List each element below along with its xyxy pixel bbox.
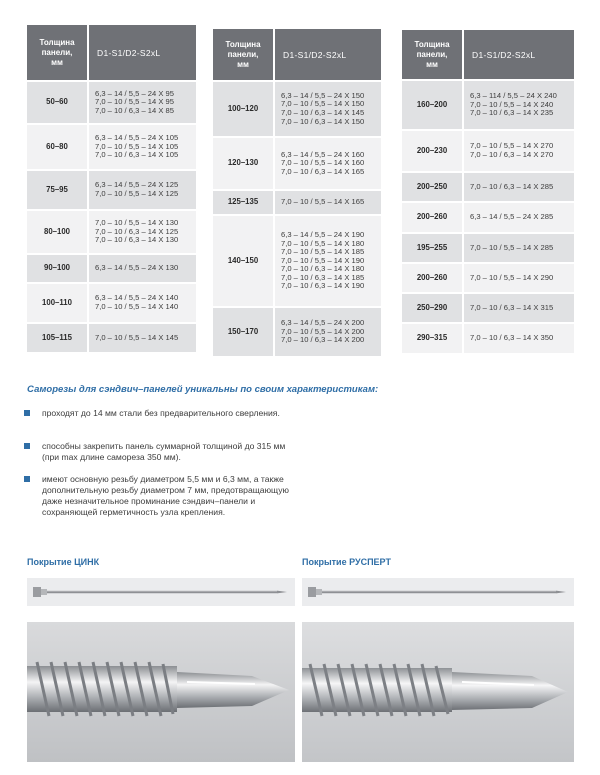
thickness-cell: 120–130 <box>213 137 274 190</box>
screw-spec-cell: 7,0 – 10 / 5,5 – 14 X 290 <box>463 263 574 293</box>
type-column-header: D1-S1/D2-S2xL <box>463 30 574 80</box>
thickness-cell: 125–135 <box>213 190 274 215</box>
thickness-cell: 50–60 <box>27 81 88 124</box>
zinc-screw-closeup-photo <box>27 622 295 762</box>
thickness-cell: 60–80 <box>27 124 88 170</box>
bullet-square-icon <box>24 410 30 416</box>
thickness-cell: 100–120 <box>213 81 274 137</box>
screw-rod-icon <box>27 578 295 606</box>
type-column-header: D1-S1/D2-S2xL <box>88 25 196 81</box>
screw-spec-cell: 7,0 – 10 / 5,5 – 14 X 270 7,0 – 10 / 6,3 – 14 X 270 <box>463 130 574 172</box>
screw-rod-icon <box>302 578 574 606</box>
screw-spec-cell: 6,3 – 14 / 5,5 – 24 X 160 7,0 – 10 / 5,5 – 14 X 160 7,0 – 10 / 6,3 – 14 X 165 <box>274 137 381 190</box>
ruspert-screw-image <box>302 578 574 606</box>
spec-table-3 <box>402 30 574 355</box>
feature-bullet: имеют основную резьбу диаметром 5,5 мм и 6,3 мм, а также дополнительную резьбу диаметром 7 мм, предотвращающую даже незначительное проминание сэндвич–панели и сохраняющей герметичность узла крепления. <box>26 474 294 518</box>
thickness-column-header: Толщина панели, мм <box>402 30 463 80</box>
screw-spec-cell: 6,3 – 14 / 5,5 – 24 X 190 7,0 – 10 / 5,5 – 14 X 180 7,0 – 10 / 5,5 – 14 X 185 7,0 – 10 / 5,5 – 14 X 190 7,0 – 10 / 6,3 – 14 X 180 7,0 – 10 / 6,3 – 14 X 185 7,0 – 10 / 6,3 – 14 X 190 <box>274 215 381 307</box>
feature-bullet: способны закрепить панель суммарной толщиной до 315 мм (при max длине самореза 350 мм). <box>26 441 294 463</box>
bullet-square-icon <box>24 476 30 482</box>
thickness-cell: 150–170 <box>213 307 274 357</box>
screw-spec-cell: 6,3 – 114 / 5,5 – 24 X 240 7,0 – 10 / 5,5 – 14 X 240 7,0 – 10 / 6,3 – 14 X 235 <box>463 80 574 130</box>
screw-spec-cell: 7,0 – 10 / 6,3 – 14 X 315 <box>463 293 574 323</box>
screw-spec-cell: 7,0 – 10 / 5,5 – 14 X 130 7,0 – 10 / 6,3 – 14 X 125 7,0 – 10 / 6,3 – 14 X 130 <box>88 210 196 254</box>
screw-tip-icon <box>302 622 574 762</box>
thickness-column-header: Толщина панели, мм <box>27 25 88 81</box>
bullet-square-icon <box>24 443 30 449</box>
screw-spec-cell: 7,0 – 10 / 6,3 – 14 X 285 <box>463 172 574 202</box>
thickness-cell: 200–260 <box>402 263 463 293</box>
ruspert-screw-closeup-photo <box>302 622 574 762</box>
screw-spec-cell: 6,3 – 14 / 5,5 – 24 X 140 7,0 – 10 / 5,5 – 14 X 140 <box>88 283 196 323</box>
screw-tip-icon <box>27 622 295 762</box>
thickness-cell: 160–200 <box>402 80 463 130</box>
screw-spec-cell: 6,3 – 14 / 5,5 – 24 X 150 7,0 – 10 / 5,5 – 14 X 150 7,0 – 10 / 6,3 – 14 X 145 7,0 – 10 / 6,3 – 14 X 150 <box>274 81 381 137</box>
thickness-cell: 105–115 <box>27 323 88 353</box>
screw-spec-cell: 7,0 – 10 / 6,3 – 14 X 350 <box>463 323 574 354</box>
thickness-cell: 290–315 <box>402 323 463 354</box>
thickness-cell: 200–250 <box>402 172 463 202</box>
screw-spec-cell: 7,0 – 10 / 5,5 – 14 X 145 <box>88 323 196 353</box>
features-heading: Саморезы для сэндвич–панелей уникальны по своим характеристикам: <box>27 384 379 395</box>
ruspert-coating-caption: Покрытие РУСПЕРТ <box>302 557 391 567</box>
zinc-screw-image <box>27 578 295 606</box>
spec-table-1 <box>27 25 196 354</box>
thickness-cell: 250–290 <box>402 293 463 323</box>
feature-bullet: проходят до 14 мм стали без предварительного сверления. <box>26 408 294 419</box>
screw-spec-cell: 6,3 – 14 / 5,5 – 24 X 200 7,0 – 10 / 5,5 – 14 X 200 7,0 – 10 / 6,3 – 14 X 200 <box>274 307 381 357</box>
type-column-header: D1-S1/D2-S2xL <box>274 29 381 81</box>
screw-spec-cell: 6,3 – 14 / 5,5 – 24 X 130 <box>88 254 196 283</box>
thickness-column-header: Толщина панели, мм <box>213 29 274 81</box>
spec-table-2 <box>213 29 381 358</box>
screw-spec-cell: 7,0 – 10 / 5,5 – 14 X 285 <box>463 233 574 263</box>
thickness-cell: 140–150 <box>213 215 274 307</box>
thickness-cell: 200–230 <box>402 130 463 172</box>
screw-spec-cell: 6,3 – 14 / 5,5 – 24 X 95 7,0 – 10 / 5,5 – 14 X 95 7,0 – 10 / 6,3 – 14 X 85 <box>88 81 196 124</box>
thickness-cell: 200–260 <box>402 202 463 233</box>
thickness-cell: 90–100 <box>27 254 88 283</box>
thickness-cell: 75–95 <box>27 170 88 210</box>
screw-spec-cell: 6,3 – 14 / 5,5 – 24 X 285 <box>463 202 574 233</box>
screw-spec-cell: 7,0 – 10 / 5,5 – 14 X 165 <box>274 190 381 215</box>
thickness-cell: 100–110 <box>27 283 88 323</box>
thickness-cell: 195–255 <box>402 233 463 263</box>
zinc-coating-caption: Покрытие ЦИНК <box>27 557 100 567</box>
thickness-cell: 80–100 <box>27 210 88 254</box>
screw-spec-cell: 6,3 – 14 / 5,5 – 24 X 105 7,0 – 10 / 5,5 – 14 X 105 7,0 – 10 / 6,3 – 14 X 105 <box>88 124 196 170</box>
screw-spec-cell: 6,3 – 14 / 5,5 – 24 X 125 7,0 – 10 / 5,5 – 14 X 125 <box>88 170 196 210</box>
